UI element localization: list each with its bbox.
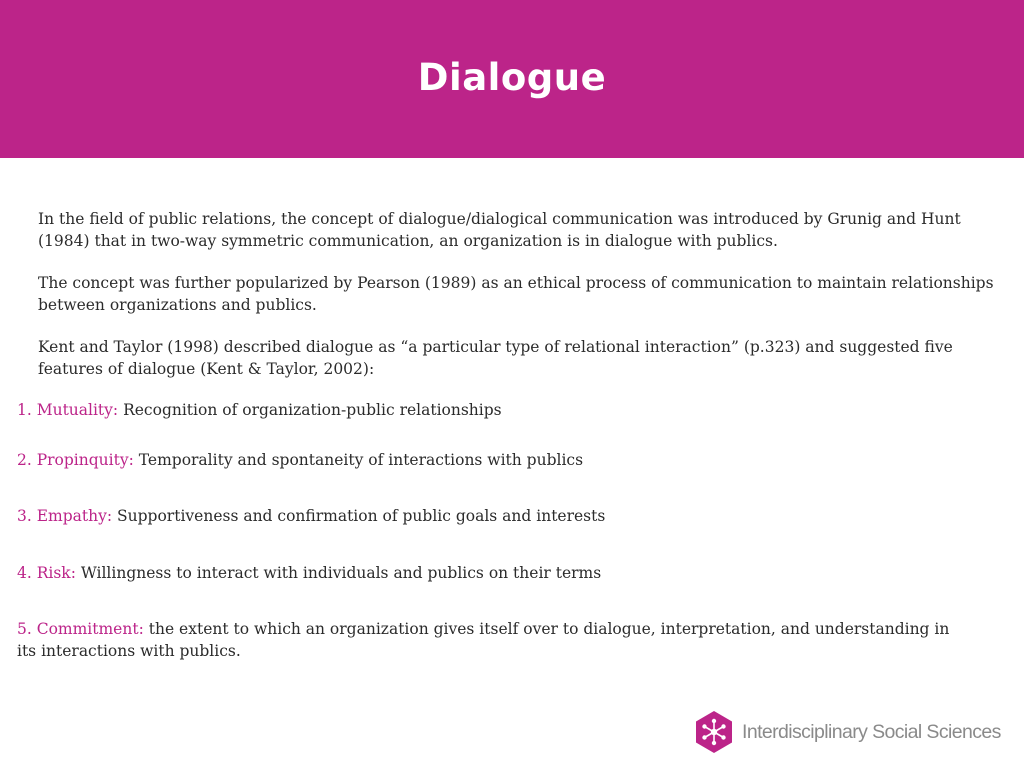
feature-description: Recognition of organization-public relationships <box>123 401 502 419</box>
intro-paragraph-3: Kent and Taylor (1998) described dialogue as “a particular type of relational interaction” (p.323) and suggested five features of dialogue (Kent & Taylor, 2002): <box>38 338 953 378</box>
feature-item-mutuality <box>17 399 957 421</box>
feature-item-empathy <box>17 505 957 527</box>
slide-body <box>38 208 998 400</box>
intro-paragraph-1: In the field of public relations, the concept of dialogue/dialogical communication was introduced by Grunig and Hunt (1984) that in two-way symmetric communication, an organization is in dialogue with publics. <box>38 210 961 250</box>
feature-item-propinquity <box>17 449 957 471</box>
logo-text: Interdisciplinary Social Sciences <box>742 720 1001 743</box>
feature-term: 4. Risk: <box>17 564 76 582</box>
feature-term: 2. Propinquity: <box>17 451 134 469</box>
feature-description: Temporality and spontaneity of interactions with publics <box>138 451 584 469</box>
feature-description: the extent to which an organization gives itself over to dialogue, interpretation, and understanding in its interactions with publics. <box>17 620 950 660</box>
slide-title: Dialogue <box>417 56 607 99</box>
feature-term: 3. Empathy: <box>17 507 113 525</box>
feature-item-commitment <box>17 618 957 662</box>
network-hexagon-icon <box>694 710 734 754</box>
feature-item-risk <box>17 562 957 584</box>
feature-description: Supportiveness and confirmation of public goals and interests <box>117 507 606 525</box>
feature-description: Willingness to interact with individuals and publics on their terms <box>80 564 602 582</box>
feature-term: 5. Commitment: <box>17 620 144 638</box>
title-banner <box>0 0 1024 158</box>
intro-paragraph-2: The concept was further popularized by Pearson (1989) as an ethical process of communication to maintain relationships between organizations and publics. <box>38 274 994 314</box>
publisher-logo <box>694 710 1001 754</box>
feature-term: 1. Mutuality: <box>17 401 119 419</box>
